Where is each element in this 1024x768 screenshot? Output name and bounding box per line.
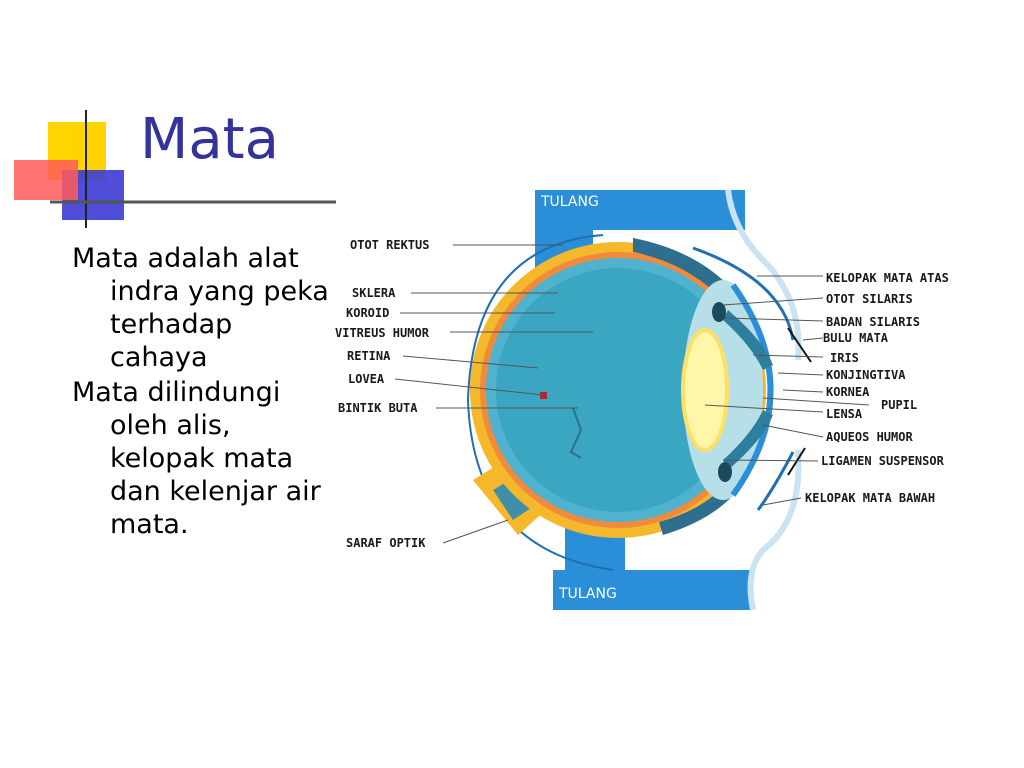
label-konjingtiva: KONJINGTIVA xyxy=(826,368,906,382)
label-retina: RETINA xyxy=(347,349,391,363)
label-otot-silaris: OTOT SILARIS xyxy=(826,292,913,306)
label-vitreus-humor: VITREUS HUMOR xyxy=(335,326,429,340)
ciliary-muscle-lower xyxy=(718,462,732,482)
label-aqueos-humor: AQUEOS HUMOR xyxy=(826,430,913,444)
blind-spot xyxy=(540,392,547,399)
label-kelopak-mata-bawah: KELOPAK MATA BAWAH xyxy=(805,491,936,505)
label-kornea: KORNEA xyxy=(826,385,870,399)
lens xyxy=(683,330,727,450)
label-kelopak-mata-atas: KELOPAK MATA ATAS xyxy=(826,271,949,285)
label-koroid: KOROID xyxy=(346,306,390,320)
bone-outline-right-lower xyxy=(751,450,799,610)
label-bulu-mata: BULU MATA xyxy=(823,331,889,345)
bone-label: TULANG xyxy=(559,586,617,602)
bullet-list xyxy=(72,242,332,543)
label-saraf-optik: SARAF OPTIK xyxy=(346,536,426,550)
label-badan-silaris: BADAN SILARIS xyxy=(826,315,920,329)
label-ligamen-suspensor: LIGAMEN SUSPENSOR xyxy=(821,454,944,468)
label-sklera: SKLERA xyxy=(352,286,396,300)
label-lensa: LENSA xyxy=(826,407,863,421)
bullet-item: Mata dilindungi oleh alis, kelopak mata dan kelenjar air mata. xyxy=(72,377,321,540)
red-square xyxy=(14,160,78,200)
label-bintik-buta: BINTIK BUTA xyxy=(338,401,418,415)
label-iris: IRIS xyxy=(830,351,859,365)
slide-title: Mata xyxy=(140,107,279,172)
label-lovea: LOVEA xyxy=(348,372,385,386)
bone-label: TULANG xyxy=(541,194,599,210)
eye-anatomy-diagram xyxy=(333,190,983,610)
bullet-item: Mata adalah alat indra yang peka terhadap cahaya xyxy=(72,243,329,373)
label-pupil: PUPIL xyxy=(881,398,918,412)
label-otot-rektus: OTOT REKTUS xyxy=(350,238,430,252)
